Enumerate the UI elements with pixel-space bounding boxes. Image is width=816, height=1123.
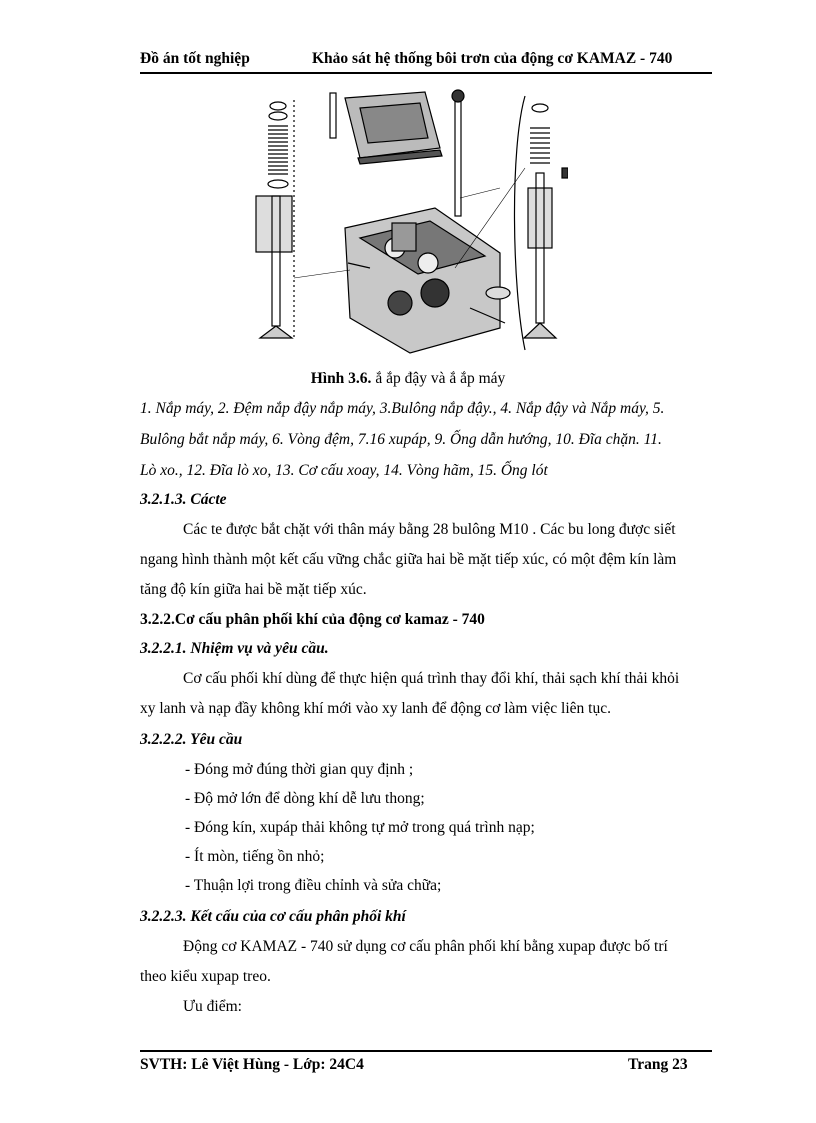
caption-label: Hình 3.6. [310, 370, 372, 387]
valve-cover [330, 90, 464, 216]
heading-nhiem-vu: 3.2.2.1. Nhiệm vụ và yêu cầu. [140, 640, 329, 657]
figure-caption [0, 370, 816, 388]
legend-line-1: 1. Nắp máy, 2. Đệm nắp đậy nắp máy, 3.Bulông nắp đậy., 4. Nắp đậy và Nắp máy, 5. [140, 400, 665, 417]
paragraph-cacte-3: tăng độ kín giữa hai bề mặt tiếp xúc. [140, 581, 367, 598]
requirement-item: - Đóng kín, xupáp thải không tự mở trong quá trình nạp; [185, 819, 535, 836]
paragraph-uu-diem: Ưu điểm: [183, 998, 242, 1015]
legend-line-3: Lò xo., 12. Đĩa lò xo, 13. Cơ cấu xoay, 14. Vòng hãm, 15. Ống lót [140, 462, 548, 479]
footer-left: SVTH: Lê Việt Hùng - Lớp: 24C4 [140, 1056, 364, 1073]
footer-page-number: Trang 23 [628, 1056, 688, 1073]
legend-line-2: Bulông bắt nắp máy, 6. Vòng đệm, 7.16 xupáp, 9. Ống dẫn hướng, 10. Đĩa chặn. 11. [140, 431, 662, 448]
requirement-item: - Độ mở lớn để dòng khí dễ lưu thong; [185, 790, 425, 807]
header-rule [140, 72, 712, 74]
header-right: Khảo sát hệ thống bôi trơn của động cơ KAMAZ - 740 [312, 50, 673, 67]
paragraph-cacte-1: Các te được bắt chặt với thân máy bằng 28 bulông M10 . Các bu long được siết [183, 521, 676, 538]
heading-cacte: 3.2.1.3. Cácte [140, 491, 227, 508]
requirement-item: - Ít mòn, tiếng ồn nhỏ; [185, 848, 325, 865]
paragraph-nhiem-vu-2: xy lanh và nạp đầy không khí mới vào xy lanh để động cơ làm việc liên tục. [140, 700, 611, 717]
right-valve-assembly [514, 96, 568, 350]
requirement-item: - Thuận lợi trong điều chỉnh và sửa chữa; [185, 877, 442, 894]
section-heading: 3.2.2.Cơ cấu phân phối khí của động cơ kamaz - 740 [140, 611, 485, 628]
left-valve-assembly [256, 100, 294, 340]
caption-text: ắ ắp đậy và ắ ắp máy [371, 370, 506, 387]
cylinder-head-figure [250, 88, 568, 360]
paragraph-ket-cau-1: Động cơ KAMAZ - 740 sử dụng cơ cấu phân phối khí bằng xupap được bố trí [183, 938, 668, 955]
cylinder-head-block [345, 208, 510, 353]
footer-rule [140, 1050, 712, 1052]
page-header [140, 50, 712, 70]
heading-yeu-cau: 3.2.2.2. Yêu cầu [140, 731, 243, 748]
requirement-item: - Đóng mở đúng thời gian quy định ; [185, 761, 414, 778]
paragraph-ket-cau-2: theo kiểu xupap treo. [140, 968, 271, 985]
paragraph-nhiem-vu-1: Cơ cấu phối khí dùng để thực hiện quá trình thay đổi khí, thải sạch khí thải khỏi [183, 670, 680, 687]
paragraph-cacte-2: ngang hình thành một kết cấu vững chắc giữa hai bề mặt tiếp xúc, có một đệm kín làm [140, 551, 677, 568]
header-left: Đồ án tốt nghiệp [140, 50, 250, 67]
heading-ket-cau: 3.2.2.3. Kết cấu của cơ cấu phân phối khí [140, 908, 406, 925]
